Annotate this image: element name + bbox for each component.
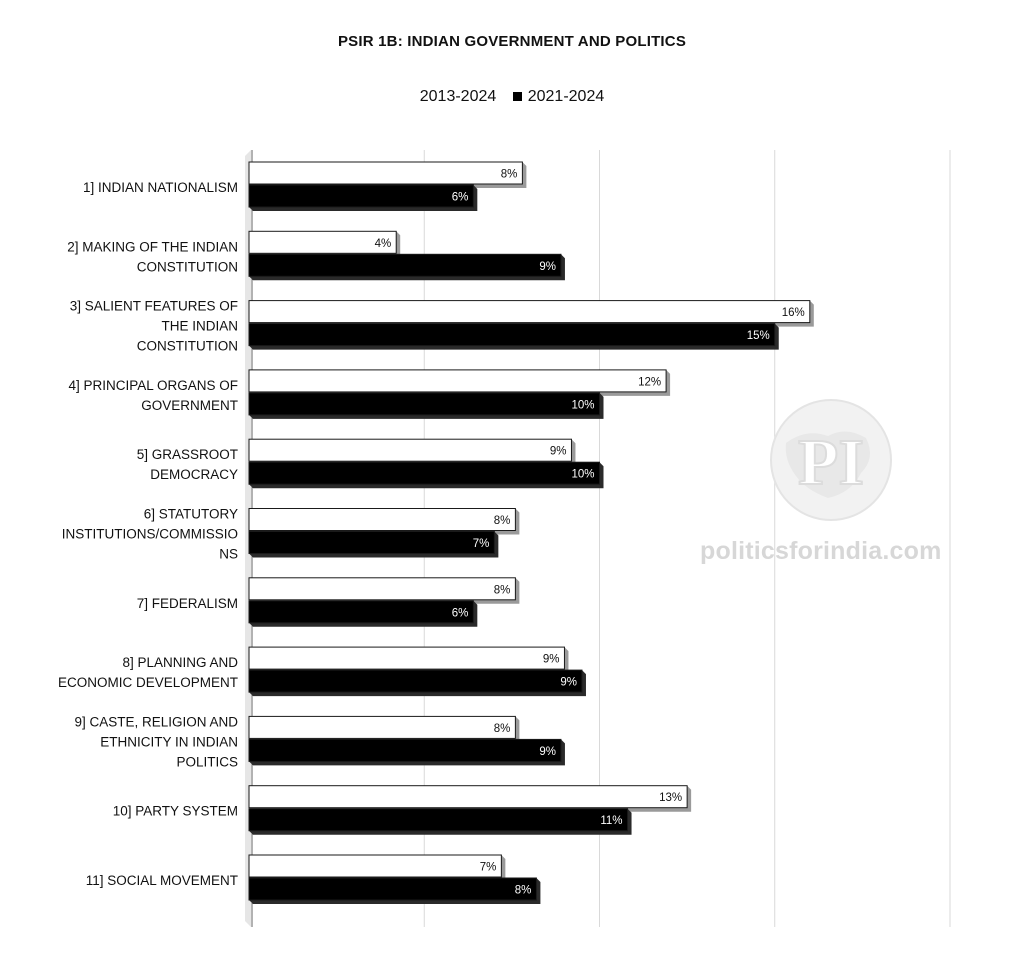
category-label: 6] STATUTORY INSTITUTIONS/COMMISSIO NS [61, 506, 238, 562]
bar-2021-2024 [249, 532, 494, 554]
bar-2013-2024 [249, 647, 564, 669]
data-label: 8% [493, 584, 511, 597]
bar-2021-2024 [249, 878, 536, 900]
data-label: 8% [514, 884, 532, 897]
bar-2021-2024 [249, 254, 561, 276]
chart-legend [0, 88, 1024, 106]
data-label: 9% [542, 653, 560, 666]
data-label: 10% [571, 399, 595, 412]
data-label: 8% [493, 515, 511, 527]
watermark-logo-icon [766, 398, 896, 523]
bar-2021-2024 [249, 670, 582, 692]
category-label: 8] PLANNING AND ECONOMIC DEVELOPMENT [57, 655, 238, 691]
bar-2013-2024 [249, 786, 687, 808]
category-label: 9] CASTE, RELIGION AND ETHNICITY IN INDIAN POLITICS [74, 714, 238, 770]
legend-label-series-1: 2013-2024 [419, 88, 497, 105]
data-label: 9% [549, 445, 567, 458]
watermark-text: politicsforindia.com [700, 537, 942, 565]
data-label: 7% [472, 538, 490, 550]
legend-swatch-series-2 [513, 92, 522, 101]
bar-2013-2024 [249, 370, 666, 392]
data-label: 10% [571, 468, 595, 481]
data-label: 8% [500, 168, 518, 181]
bar-2013-2024 [249, 716, 515, 738]
bar-2013-2024 [249, 301, 810, 323]
data-label: 8% [493, 722, 511, 735]
data-label: 11% [600, 815, 623, 828]
data-label: 7% [479, 861, 497, 874]
bar-2021-2024 [249, 393, 600, 415]
bar-2013-2024 [249, 439, 571, 461]
bar-2013-2024 [249, 162, 522, 184]
bar-2021-2024 [249, 739, 561, 761]
data-label: 9% [539, 260, 556, 273]
bar-2021-2024 [249, 462, 600, 484]
category-label: 4] PRINCIPAL ORGANS OF GOVERNMENT [68, 377, 238, 413]
bar-2013-2024 [249, 578, 515, 600]
bar-2021-2024 [249, 324, 775, 346]
category-label: 3] SALIENT FEATURES OF THE INDIAN CONSTITUTION [69, 298, 238, 354]
legend-label-series-2: 2021-2024 [527, 88, 605, 105]
category-label: 7] FEDERALISM [136, 595, 238, 611]
bar-2021-2024 [249, 185, 473, 207]
data-label: 6% [451, 191, 469, 204]
bar-2021-2024 [249, 809, 628, 831]
category-label: 1] INDIAN NATIONALISM [82, 180, 238, 195]
data-label: 15% [746, 330, 770, 343]
bar-2021-2024 [249, 601, 473, 623]
data-label: 9% [560, 676, 577, 689]
data-label: 16% [781, 307, 805, 320]
data-label: 13% [659, 792, 683, 805]
category-label: 10] PARTY SYSTEM [112, 803, 238, 819]
data-label: 4% [374, 237, 392, 250]
watermark-logo-letters: PI [798, 426, 864, 499]
data-label: 9% [539, 745, 556, 758]
data-label: 12% [638, 376, 662, 389]
chart-title: PSIR 1B: INDIAN GOVERNMENT AND POLITICS [337, 33, 687, 50]
bar-2013-2024 [249, 855, 501, 877]
data-label: 6% [451, 607, 469, 620]
category-label: 11] SOCIAL MOVEMENT [85, 873, 238, 888]
bar-2013-2024 [249, 509, 515, 531]
category-label: 2] MAKING OF THE INDIAN CONSTITUTION [67, 239, 238, 275]
category-label: 5] GRASSROOT DEMOCRACY [136, 447, 238, 483]
